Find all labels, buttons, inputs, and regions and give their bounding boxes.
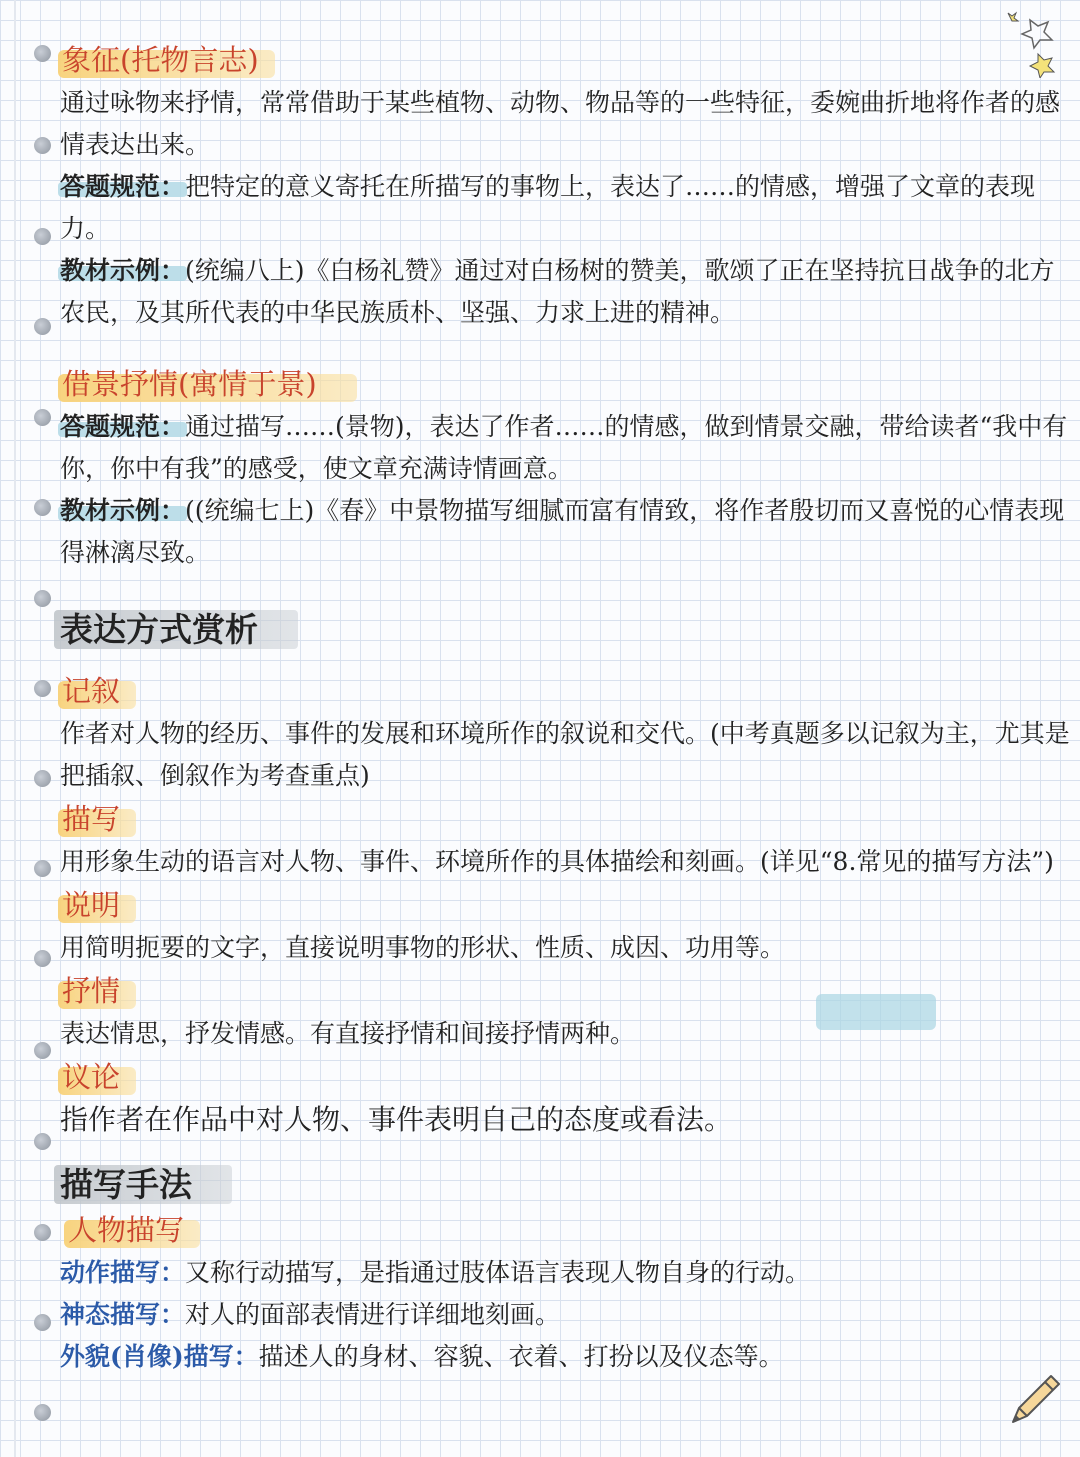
pencil-icon [1005, 1370, 1065, 1430]
item-title: 记叙 [60, 669, 130, 713]
technique-text: 又称行动描写，是指通过肢体语言表现人物自身的行动。 [185, 1258, 811, 1287]
binder-ring-icon [34, 228, 51, 245]
example-text: ((统编七上)《春》中景物描写细腻而富有情致，将作者殷切而又喜悦的心情表现得淋漓尽致。 [60, 496, 1065, 567]
item-title: 描写 [60, 797, 130, 841]
binder-ring-icon [34, 680, 51, 697]
answer-label: 答题规范： [60, 172, 186, 201]
binder-ring-icon [34, 1133, 51, 1150]
binder-ring-icon [34, 318, 51, 335]
item-text: 指作者在作品中对人物、事件表明自己的态度或看法。 [60, 1103, 733, 1136]
item-title: 抒情 [60, 969, 130, 1013]
technique-label: 神态描写： [60, 1300, 186, 1329]
section-technique [60, 1157, 1070, 1378]
example-paragraph [60, 490, 1070, 574]
binder-ring-icon [34, 860, 51, 877]
example-text: (统编八上)《白杨礼赞》通过对白杨树的赞美，歌颂了正在坚持抗日战争的北方农民，及其所代表的中华民族质朴、坚强、力求上进的精神。 [60, 256, 1055, 327]
binder-ring-icon [34, 950, 51, 967]
section-title: 象征(托物言志) [60, 38, 269, 82]
example-paragraph [60, 250, 1070, 334]
binder-rings [0, 0, 60, 1457]
item-text: 作者对人物的经历、事件的发展和环境所作的叙说和交代。(中考真题多以记叙为主，尤其是把插叙、倒叙作为考查重点) [60, 719, 1070, 790]
subsection-title: 人物描写 [66, 1208, 194, 1252]
binder-ring-icon [34, 499, 51, 516]
binder-ring-icon [34, 409, 51, 426]
section-title: 借景抒情(寓情于景) [60, 362, 327, 406]
example-label: 教材示例： [60, 496, 186, 525]
binder-ring-icon [34, 770, 51, 787]
binder-ring-icon [34, 1314, 51, 1331]
example-label: 教材示例： [60, 256, 186, 285]
answer-label: 答题规范： [60, 412, 186, 441]
binder-ring-icon [34, 137, 51, 154]
technique-text: 描述人的身材、容貌、衣着、打扮以及仪态等。 [258, 1342, 784, 1371]
item-text: 用形象生动的语言对人物、事件、环境所作的具体描绘和刻画。(详见“8.常见的描写方法”) [60, 847, 1054, 876]
item-title: 议论 [60, 1055, 130, 1099]
section-symbol [60, 38, 1070, 334]
binder-ring-icon [34, 1042, 51, 1059]
answer-paragraph [60, 406, 1070, 490]
technique-item [60, 1336, 1070, 1378]
item-text: 表达情思，抒发情感。有直接抒情和间接抒情两种。 [60, 1019, 636, 1048]
section-expression [60, 602, 1070, 1141]
section-scene [60, 362, 1070, 574]
answer-text: 把特定的意义寄托在所描写的事物上，表达了……的情感，增强了文章的表现力。 [60, 172, 1036, 243]
section-heading: 描写手法 [60, 1157, 232, 1208]
binder-ring-icon [34, 45, 51, 62]
technique-text: 对人的面部表情进行详细地刻画。 [185, 1300, 561, 1329]
answer-text: 通过描写……(景物)，表达了作者……的情感，做到情景交融，带给读者“我中有你，你中有我”的感受，使文章充满诗情画意。 [60, 412, 1068, 483]
binder-ring-icon [34, 1404, 51, 1421]
technique-label: 外貌(肖像)描写： [60, 1342, 259, 1371]
answer-paragraph [60, 166, 1070, 250]
item-title: 说明 [60, 883, 130, 927]
technique-item [60, 1252, 1070, 1294]
technique-item [60, 1294, 1070, 1336]
section-heading: 表达方式赏析 [60, 602, 298, 653]
binder-ring-icon [34, 590, 51, 607]
note-content [60, 38, 1070, 1378]
binder-ring-icon [34, 1224, 51, 1241]
section-description: 通过咏物来抒情，常常借助于某些植物、动物、物品等的一些特征，委婉曲折地将作者的感情表达出来。 [60, 88, 1061, 159]
item-text: 用简明扼要的文字，直接说明事物的形状、性质、成因、功用等。 [60, 933, 786, 962]
technique-label: 动作描写： [60, 1258, 186, 1287]
